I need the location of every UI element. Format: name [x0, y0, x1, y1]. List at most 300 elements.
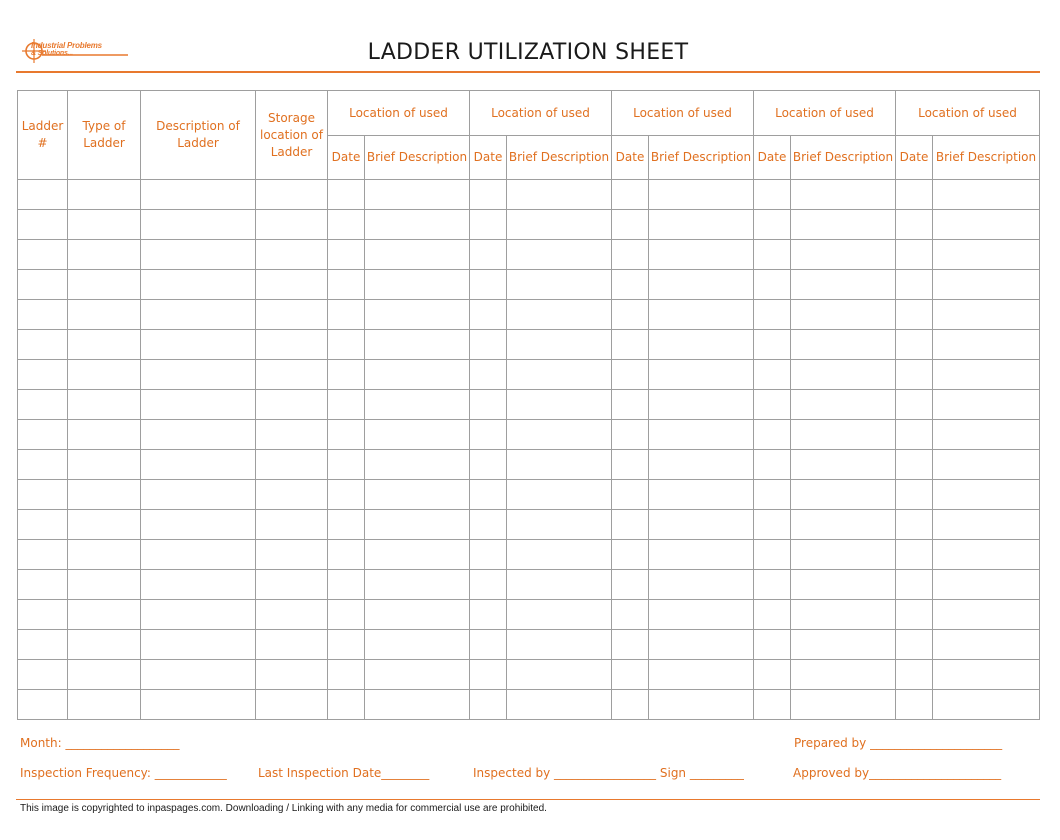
table-cell[interactable]: [470, 630, 507, 660]
table-cell[interactable]: [612, 330, 649, 360]
table-cell[interactable]: [791, 390, 896, 420]
table-cell[interactable]: [933, 600, 1040, 630]
table-cell[interactable]: [649, 690, 754, 720]
approved-by-field[interactable]: Approved by______________________: [793, 766, 1002, 780]
table-cell[interactable]: [328, 480, 365, 510]
table-cell[interactable]: [328, 660, 365, 690]
table-cell[interactable]: [612, 420, 649, 450]
table-cell[interactable]: [754, 210, 791, 240]
table-row: [18, 480, 1040, 510]
table-cell[interactable]: [18, 300, 68, 330]
table-cell[interactable]: [328, 450, 365, 480]
table-cell[interactable]: [754, 300, 791, 330]
header-location-of-used: Location of used: [612, 91, 754, 136]
table-cell[interactable]: [141, 570, 256, 600]
table-cell[interactable]: [365, 630, 470, 660]
table-cell[interactable]: [791, 480, 896, 510]
table-cell[interactable]: [754, 510, 791, 540]
table-cell[interactable]: [141, 270, 256, 300]
table-cell[interactable]: [507, 330, 612, 360]
table-cell[interactable]: [365, 420, 470, 450]
table-cell[interactable]: [507, 450, 612, 480]
table-cell[interactable]: [791, 330, 896, 360]
table-cell[interactable]: [791, 450, 896, 480]
table-cell[interactable]: [507, 570, 612, 600]
table-row: [18, 570, 1040, 600]
table-row: [18, 660, 1040, 690]
table-cell[interactable]: [896, 240, 933, 270]
table-cell[interactable]: [896, 690, 933, 720]
table-cell[interactable]: [256, 600, 328, 630]
table-cell[interactable]: [896, 570, 933, 600]
table-cell[interactable]: [470, 360, 507, 390]
table-cell[interactable]: [933, 540, 1040, 570]
table-cell[interactable]: [470, 330, 507, 360]
table-cell[interactable]: [328, 180, 365, 210]
table-cell[interactable]: [896, 540, 933, 570]
table-cell[interactable]: [141, 510, 256, 540]
table-cell[interactable]: [896, 210, 933, 240]
table-cell[interactable]: [256, 570, 328, 600]
table-cell[interactable]: [791, 240, 896, 270]
table-cell[interactable]: [328, 600, 365, 630]
table-cell[interactable]: [896, 300, 933, 330]
last-inspection-date-field[interactable]: Last Inspection Date________: [258, 766, 430, 780]
table-cell[interactable]: [896, 480, 933, 510]
table-cell[interactable]: [612, 570, 649, 600]
header-brief-description: Brief Description: [507, 136, 612, 180]
table-cell[interactable]: [256, 690, 328, 720]
table-cell[interactable]: [754, 570, 791, 600]
table-cell[interactable]: [612, 390, 649, 420]
table-row: [18, 330, 1040, 360]
table-cell[interactable]: [507, 510, 612, 540]
table-cell[interactable]: [141, 480, 256, 510]
table-cell[interactable]: [612, 630, 649, 660]
prepared-by-field[interactable]: Prepared by ______________________: [794, 736, 1003, 750]
table-cell[interactable]: [649, 660, 754, 690]
table-cell[interactable]: [68, 210, 141, 240]
table-cell[interactable]: [328, 240, 365, 270]
table-cell[interactable]: [649, 630, 754, 660]
table-cell[interactable]: [649, 360, 754, 390]
table-cell[interactable]: [68, 540, 141, 570]
table-cell[interactable]: [507, 240, 612, 270]
table-cell[interactable]: [791, 600, 896, 630]
table-cell[interactable]: [470, 600, 507, 630]
table-cell[interactable]: [141, 600, 256, 630]
table-row: [18, 450, 1040, 480]
table-cell[interactable]: [754, 330, 791, 360]
table-cell[interactable]: [896, 270, 933, 300]
header-storage-location: Storage location of Ladder: [256, 91, 328, 180]
table-cell[interactable]: [754, 270, 791, 300]
table-cell[interactable]: [649, 420, 754, 450]
table-cell[interactable]: [791, 210, 896, 240]
table-cell[interactable]: [18, 540, 68, 570]
table-cell[interactable]: [507, 180, 612, 210]
table-row: [18, 270, 1040, 300]
table-cell[interactable]: [507, 480, 612, 510]
table-cell[interactable]: [68, 390, 141, 420]
table-cell[interactable]: [612, 540, 649, 570]
table-cell[interactable]: [507, 600, 612, 630]
table-cell[interactable]: [68, 510, 141, 540]
table-cell[interactable]: [470, 390, 507, 420]
table-cell[interactable]: [256, 270, 328, 300]
table-cell[interactable]: [18, 450, 68, 480]
table-cell[interactable]: [328, 210, 365, 240]
logo-line-2: & Solutions...: [31, 50, 73, 57]
table-cell[interactable]: [754, 180, 791, 210]
table-cell[interactable]: [68, 300, 141, 330]
table-cell[interactable]: [507, 690, 612, 720]
table-cell[interactable]: [933, 270, 1040, 300]
table-cell[interactable]: [18, 660, 68, 690]
table-cell[interactable]: [649, 270, 754, 300]
table-cell[interactable]: [365, 210, 470, 240]
table-cell[interactable]: [68, 570, 141, 600]
table-cell[interactable]: [754, 600, 791, 630]
table-cell[interactable]: [754, 540, 791, 570]
table-cell[interactable]: [896, 450, 933, 480]
table-cell[interactable]: [365, 600, 470, 630]
table-row: [18, 690, 1040, 720]
header-description-of-ladder: Description of Ladder: [141, 91, 256, 180]
table-cell[interactable]: [791, 510, 896, 540]
table-cell[interactable]: [141, 660, 256, 690]
table-cell[interactable]: [649, 480, 754, 510]
table-cell[interactable]: [754, 630, 791, 660]
table-row: [18, 420, 1040, 450]
table-cell[interactable]: [507, 300, 612, 330]
table-cell[interactable]: [612, 240, 649, 270]
table-cell[interactable]: [612, 360, 649, 390]
table-cell[interactable]: [933, 210, 1040, 240]
table-cell[interactable]: [328, 630, 365, 660]
table-cell[interactable]: [933, 570, 1040, 600]
header-divider: [16, 71, 1040, 73]
table-cell[interactable]: [933, 510, 1040, 540]
table-cell[interactable]: [68, 630, 141, 660]
table-cell[interactable]: [649, 510, 754, 540]
table-cell[interactable]: [507, 660, 612, 690]
table-cell[interactable]: [18, 510, 68, 540]
table-cell[interactable]: [649, 570, 754, 600]
table-cell[interactable]: [754, 480, 791, 510]
table-cell[interactable]: [933, 420, 1040, 450]
table-cell[interactable]: [933, 660, 1040, 690]
table-cell[interactable]: [933, 630, 1040, 660]
table-row: [18, 510, 1040, 540]
table-cell[interactable]: [470, 690, 507, 720]
header-date: Date: [612, 136, 649, 180]
table-cell[interactable]: [256, 180, 328, 210]
table-cell[interactable]: [68, 180, 141, 210]
table-cell[interactable]: [612, 510, 649, 540]
table-cell[interactable]: [791, 660, 896, 690]
table-cell[interactable]: [470, 270, 507, 300]
table-cell[interactable]: [18, 210, 68, 240]
table-cell[interactable]: [507, 540, 612, 570]
table-cell[interactable]: [18, 360, 68, 390]
table-cell[interactable]: [365, 360, 470, 390]
table-cell[interactable]: [141, 420, 256, 450]
table-cell[interactable]: [896, 630, 933, 660]
table-cell[interactable]: [365, 480, 470, 510]
table-cell[interactable]: [365, 390, 470, 420]
table-cell[interactable]: [68, 480, 141, 510]
table-cell[interactable]: [649, 240, 754, 270]
table-cell[interactable]: [791, 690, 896, 720]
table-cell[interactable]: [365, 540, 470, 570]
table-cell[interactable]: [754, 660, 791, 690]
table-cell[interactable]: [68, 330, 141, 360]
table-cell[interactable]: [18, 600, 68, 630]
table-cell[interactable]: [256, 540, 328, 570]
table-cell[interactable]: [612, 690, 649, 720]
header-brief-description: Brief Description: [933, 136, 1040, 180]
table-cell[interactable]: [256, 660, 328, 690]
table-cell[interactable]: [256, 420, 328, 450]
table-cell[interactable]: [470, 300, 507, 330]
table-cell[interactable]: [649, 390, 754, 420]
table-cell[interactable]: [68, 690, 141, 720]
table-cell[interactable]: [365, 690, 470, 720]
table-cell[interactable]: [18, 420, 68, 450]
table-cell[interactable]: [328, 510, 365, 540]
table-cell[interactable]: [365, 330, 470, 360]
table-cell[interactable]: [470, 660, 507, 690]
header-ladder-number: Ladder #: [18, 91, 68, 180]
table-cell[interactable]: [754, 450, 791, 480]
table-cell[interactable]: [754, 390, 791, 420]
table-cell[interactable]: [507, 210, 612, 240]
table-cell[interactable]: [896, 360, 933, 390]
month-field[interactable]: Month: ___________________: [20, 736, 180, 750]
table-cell[interactable]: [933, 390, 1040, 420]
table-cell[interactable]: [933, 240, 1040, 270]
table-cell[interactable]: [896, 510, 933, 540]
table-cell[interactable]: [18, 330, 68, 360]
header-date: Date: [328, 136, 365, 180]
table-cell[interactable]: [754, 240, 791, 270]
table-cell[interactable]: [365, 660, 470, 690]
table-cell[interactable]: [933, 180, 1040, 210]
table-cell[interactable]: [18, 690, 68, 720]
table-cell[interactable]: [68, 360, 141, 390]
table-cell[interactable]: [256, 360, 328, 390]
header-brief-description: Brief Description: [649, 136, 754, 180]
table-cell[interactable]: [68, 270, 141, 300]
table-cell[interactable]: [933, 330, 1040, 360]
table-cell[interactable]: [507, 420, 612, 450]
table-cell[interactable]: [649, 540, 754, 570]
header-brief-description: Brief Description: [365, 136, 470, 180]
table-cell[interactable]: [365, 270, 470, 300]
header-type-of-ladder: Type of Ladder: [68, 91, 141, 180]
table-row: [18, 390, 1040, 420]
table-cell[interactable]: [18, 570, 68, 600]
table-row: [18, 600, 1040, 630]
table-cell[interactable]: [18, 480, 68, 510]
table-cell[interactable]: [612, 210, 649, 240]
table-cell[interactable]: [470, 180, 507, 210]
table-cell[interactable]: [365, 240, 470, 270]
table-cell[interactable]: [754, 360, 791, 390]
table-cell[interactable]: [896, 180, 933, 210]
table-cell[interactable]: [256, 510, 328, 540]
table-cell[interactable]: [328, 360, 365, 390]
table-cell[interactable]: [649, 210, 754, 240]
table-cell[interactable]: [470, 510, 507, 540]
table-cell[interactable]: [649, 600, 754, 630]
table-cell[interactable]: [649, 300, 754, 330]
table-cell[interactable]: [754, 420, 791, 450]
table-cell[interactable]: [612, 600, 649, 630]
table-cell[interactable]: [896, 330, 933, 360]
table-cell[interactable]: [328, 270, 365, 300]
table-cell[interactable]: [328, 300, 365, 330]
table-cell[interactable]: [328, 570, 365, 600]
table-cell[interactable]: [256, 300, 328, 330]
sheet-title: LADDER UTILIZATION SHEET: [367, 40, 689, 65]
table-cell[interactable]: [68, 600, 141, 630]
table-cell[interactable]: [141, 330, 256, 360]
table-row: [18, 240, 1040, 270]
table-row: [18, 210, 1040, 240]
ladder-utilization-table: [17, 90, 1040, 720]
table-cell[interactable]: [365, 180, 470, 210]
table-cell[interactable]: [933, 450, 1040, 480]
table-cell[interactable]: [256, 480, 328, 510]
table-cell[interactable]: [649, 330, 754, 360]
footer-divider: [16, 799, 1040, 800]
table-cell[interactable]: [612, 450, 649, 480]
table-cell[interactable]: [612, 300, 649, 330]
table-cell[interactable]: [365, 450, 470, 480]
table-cell[interactable]: [470, 480, 507, 510]
table-cell[interactable]: [933, 300, 1040, 330]
table-cell[interactable]: [791, 570, 896, 600]
table-cell[interactable]: [141, 390, 256, 420]
table-cell[interactable]: [365, 570, 470, 600]
copyright-notice: This image is copyrighted to inpaspages.com. Downloading / Linking with any media for commercial use are prohibited.: [20, 803, 547, 814]
table-cell[interactable]: [612, 480, 649, 510]
table-cell[interactable]: [18, 180, 68, 210]
table-cell[interactable]: [141, 690, 256, 720]
inspection-frequency-field[interactable]: Inspection Frequency: ____________: [20, 766, 227, 780]
table-cell[interactable]: [365, 510, 470, 540]
table-cell[interactable]: [256, 330, 328, 360]
table-cell[interactable]: [791, 270, 896, 300]
table-cell[interactable]: [68, 240, 141, 270]
table-cell[interactable]: [649, 450, 754, 480]
table-cell[interactable]: [791, 180, 896, 210]
table-cell[interactable]: [141, 450, 256, 480]
header-brief-description: Brief Description: [791, 136, 896, 180]
table-cell[interactable]: [933, 360, 1040, 390]
table-cell[interactable]: [754, 690, 791, 720]
table-cell[interactable]: [141, 360, 256, 390]
header-date: Date: [896, 136, 933, 180]
table-cell[interactable]: [328, 690, 365, 720]
table-cell[interactable]: [470, 450, 507, 480]
table-cell[interactable]: [612, 270, 649, 300]
table-cell[interactable]: [791, 360, 896, 390]
table-cell[interactable]: [256, 210, 328, 240]
table-cell[interactable]: [68, 420, 141, 450]
table-cell[interactable]: [896, 420, 933, 450]
table-cell[interactable]: [141, 180, 256, 210]
table-row: [18, 360, 1040, 390]
table-cell[interactable]: [507, 630, 612, 660]
table-cell[interactable]: [470, 570, 507, 600]
table-cell[interactable]: [507, 360, 612, 390]
table-cell[interactable]: [256, 390, 328, 420]
table-cell[interactable]: [141, 210, 256, 240]
header-location-of-used: Location of used: [754, 91, 896, 136]
table-cell[interactable]: [141, 540, 256, 570]
table-cell[interactable]: [791, 300, 896, 330]
table-cell[interactable]: [791, 540, 896, 570]
table-cell[interactable]: [896, 390, 933, 420]
table-cell[interactable]: [18, 630, 68, 660]
table-cell[interactable]: [896, 660, 933, 690]
table-cell[interactable]: [68, 660, 141, 690]
table-cell[interactable]: [612, 660, 649, 690]
table-cell[interactable]: [18, 240, 68, 270]
table-cell[interactable]: [328, 420, 365, 450]
table-cell[interactable]: [141, 240, 256, 270]
table-cell[interactable]: [365, 300, 470, 330]
table-cell[interactable]: [896, 600, 933, 630]
header-date: Date: [754, 136, 791, 180]
table-cell[interactable]: [18, 390, 68, 420]
inspected-by-sign-field[interactable]: Inspected by _________________ Sign _________: [473, 766, 744, 780]
table-cell[interactable]: [470, 240, 507, 270]
table-cell[interactable]: [256, 240, 328, 270]
table-cell[interactable]: [470, 540, 507, 570]
header-location-of-used: Location of used: [896, 91, 1040, 136]
table-cell[interactable]: [328, 330, 365, 360]
header-location-of-used: Location of used: [470, 91, 612, 136]
table-row: [18, 180, 1040, 210]
table-cell[interactable]: [18, 270, 68, 300]
table-cell[interactable]: [328, 390, 365, 420]
table-cell[interactable]: [507, 270, 612, 300]
table-cell[interactable]: [328, 540, 365, 570]
table-row: [18, 540, 1040, 570]
table-cell[interactable]: [933, 690, 1040, 720]
table-row: [18, 630, 1040, 660]
table-cell[interactable]: [470, 210, 507, 240]
table-cell[interactable]: [791, 630, 896, 660]
header-location-of-used: Location of used: [328, 91, 470, 136]
table-cell[interactable]: [507, 390, 612, 420]
table-cell[interactable]: [612, 180, 649, 210]
table-cell[interactable]: [649, 180, 754, 210]
table-cell[interactable]: [470, 420, 507, 450]
logo-line-1: Industrial Problems: [31, 41, 102, 50]
table-cell[interactable]: [68, 450, 141, 480]
table-cell[interactable]: [256, 630, 328, 660]
table-cell[interactable]: [256, 450, 328, 480]
table-cell[interactable]: [933, 480, 1040, 510]
table-cell[interactable]: [791, 420, 896, 450]
table-cell[interactable]: [141, 630, 256, 660]
table-cell[interactable]: [141, 300, 256, 330]
